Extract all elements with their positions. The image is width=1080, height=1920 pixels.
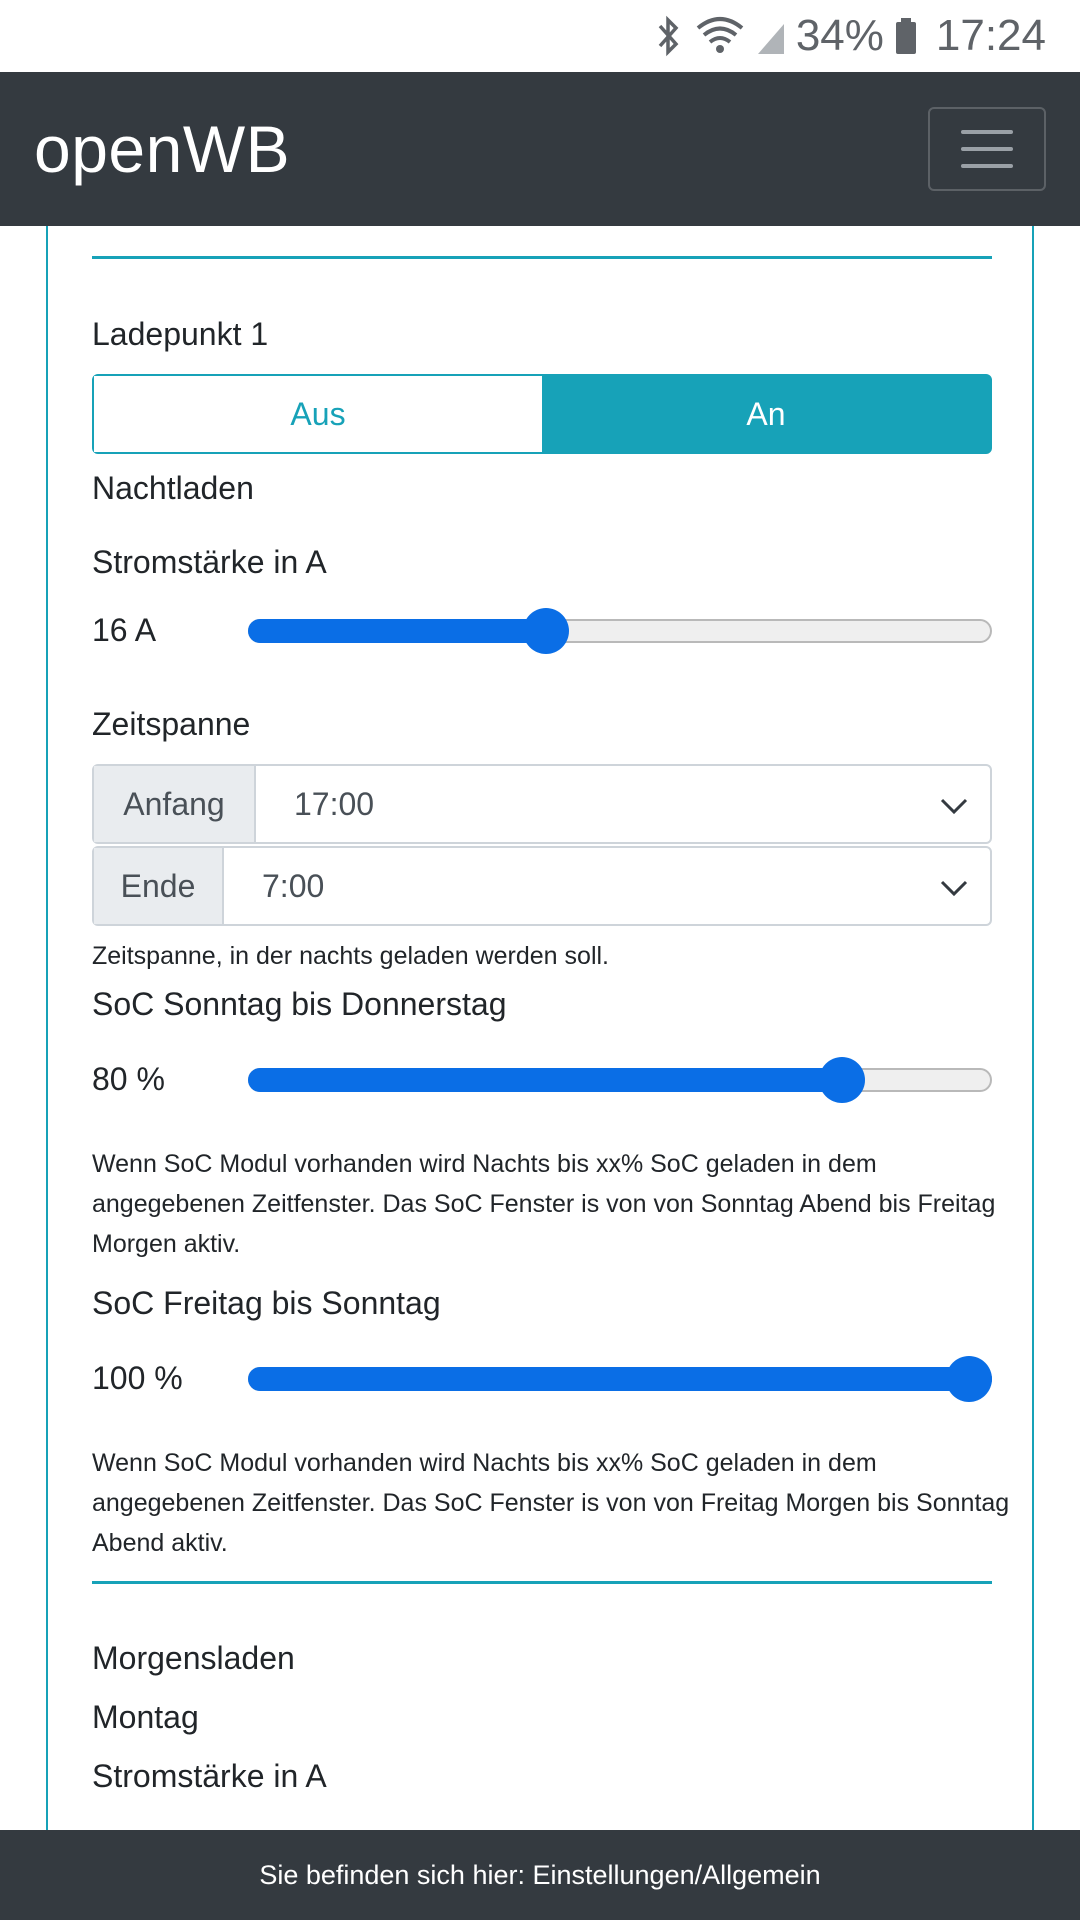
settings-content[interactable] <box>0 226 1080 1830</box>
start-time-select[interactable] <box>256 766 990 842</box>
battery-icon <box>894 14 918 58</box>
start-time-label: Anfang <box>94 766 256 842</box>
slider-fill <box>248 1367 992 1391</box>
soc-weekdays-slider[interactable] <box>248 1068 992 1092</box>
soc-weekend-slider[interactable] <box>248 1367 992 1391</box>
bluetooth-icon <box>654 14 684 58</box>
chevron-down-icon <box>940 786 968 823</box>
navbar <box>0 72 1080 226</box>
start-time-group <box>92 764 992 844</box>
nacht-current-value: 16 A <box>92 612 157 648</box>
slider-fill <box>248 619 548 643</box>
end-time-label: Ende <box>94 848 224 924</box>
soc-weekdays-value: 80 % <box>92 1061 165 1097</box>
nacht-current-slider[interactable] <box>248 619 992 643</box>
start-time-value: 17:00 <box>294 785 375 822</box>
brand-logo[interactable]: openWB <box>34 112 291 186</box>
soc-weekend-label: SoC Freitag bis Sonntag <box>92 1285 441 1321</box>
ladepunkt1-title: Ladepunkt 1 <box>92 316 269 352</box>
soc-weekdays-label: SoC Sonntag bis Donnerstag <box>92 986 507 1022</box>
end-time-group <box>92 846 992 926</box>
soc-weekend-help: Wenn SoC Modul vorhanden wird Nachts bis xx% SoC geladen in dem angegebenen Zeitfenster. Das SoC Fenster is von von Freitag Morgen bis Sonntag Abend aktiv. <box>92 1449 1010 1557</box>
clock: 17:24 <box>935 11 1046 60</box>
menu-bar <box>961 147 1013 151</box>
end-time-value: 7:00 <box>262 867 325 904</box>
zeitspanne-label: Zeitspanne <box>92 706 251 742</box>
cell-signal-icon <box>756 14 786 58</box>
slider-thumb[interactable] <box>523 608 569 654</box>
nachtladen-title: Nachtladen <box>92 470 254 506</box>
divider <box>92 1581 992 1584</box>
wifi-icon <box>694 14 746 58</box>
battery-percent: 34% <box>795 11 884 60</box>
morgensladen-title: Morgensladen <box>92 1640 295 1676</box>
ladepunkt1-off-button[interactable]: Aus <box>94 376 542 452</box>
slider-thumb[interactable] <box>819 1057 865 1103</box>
hamburger-menu-icon[interactable] <box>928 107 1046 191</box>
soc-weekdays-slider-row <box>92 1055 992 1105</box>
footer-location-text: Sie befinden sich hier: Einstellungen/Allgemein <box>259 1859 821 1890</box>
soc-weekend-slider-row <box>92 1354 992 1404</box>
morgensladen-day: Montag <box>92 1699 199 1735</box>
status-bar <box>0 0 1080 72</box>
slider-fill <box>248 1068 844 1092</box>
soc-weekdays-help: Wenn SoC Modul vorhanden wird Nachts bis xx% SoC geladen in dem angegebenen Zeitfenster. Das SoC Fenster is von von Sonntag Abend bis Freitag Morgen aktiv. <box>92 1150 996 1258</box>
footer-breadcrumb <box>0 1830 1080 1920</box>
ladepunkt1-on-button[interactable]: An <box>542 376 990 452</box>
nacht-current-label: Stromstärke in A <box>92 544 327 580</box>
menu-bar <box>961 130 1013 134</box>
morgensladen-current-label: Stromstärke in A <box>92 1758 327 1794</box>
end-time-select[interactable] <box>224 848 990 924</box>
soc-weekend-value: 100 % <box>92 1360 183 1396</box>
zeitspanne-help: Zeitspanne, in der nachts geladen werden soll. <box>92 942 609 970</box>
ladepunkt1-toggle-group <box>92 374 992 454</box>
slider-thumb[interactable] <box>946 1356 992 1402</box>
menu-bar <box>961 164 1013 168</box>
settings-card <box>46 186 1034 1886</box>
divider <box>92 256 992 259</box>
nacht-current-slider-row <box>92 606 992 656</box>
chevron-down-icon <box>940 868 968 905</box>
